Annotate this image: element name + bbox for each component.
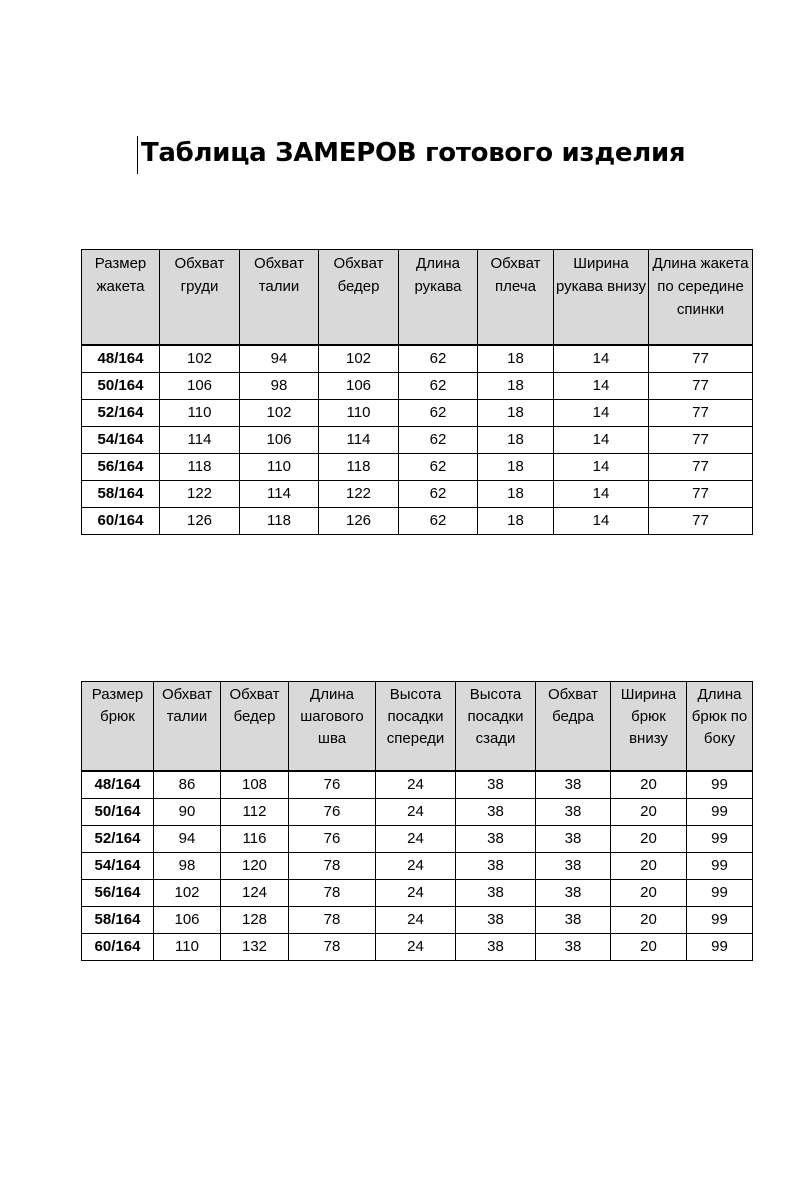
header-cell: Высота посадки сзади [456, 682, 536, 772]
value-cell: 24 [376, 880, 456, 907]
header-cell: Ширина рукава внизу [554, 250, 649, 346]
table-row [82, 427, 753, 454]
value-cell: 38 [456, 799, 536, 826]
value-cell: 98 [154, 853, 221, 880]
value-cell: 20 [611, 934, 687, 961]
value-cell: 20 [611, 771, 687, 799]
value-cell: 118 [240, 508, 319, 535]
value-cell: 14 [554, 454, 649, 481]
value-cell: 62 [399, 454, 478, 481]
value-cell: 122 [319, 481, 399, 508]
value-cell: 114 [240, 481, 319, 508]
value-cell: 118 [160, 454, 240, 481]
value-cell: 116 [221, 826, 289, 853]
value-cell: 99 [687, 799, 753, 826]
header-cell: Ширина брюк внизу [611, 682, 687, 772]
value-cell: 90 [154, 799, 221, 826]
value-cell: 78 [289, 880, 376, 907]
value-cell: 99 [687, 826, 753, 853]
value-cell: 99 [687, 853, 753, 880]
table-row [82, 771, 753, 799]
value-cell: 38 [536, 880, 611, 907]
value-cell: 99 [687, 771, 753, 799]
value-cell: 76 [289, 799, 376, 826]
table-row [82, 454, 753, 481]
value-cell: 38 [456, 880, 536, 907]
size-cell: 56/164 [82, 454, 160, 481]
table-header-row [82, 682, 753, 772]
value-cell: 76 [289, 771, 376, 799]
value-cell: 20 [611, 853, 687, 880]
table-row [82, 400, 753, 427]
value-cell: 62 [399, 373, 478, 400]
value-cell: 18 [478, 454, 554, 481]
value-cell: 62 [399, 345, 478, 373]
value-cell: 24 [376, 853, 456, 880]
value-cell: 94 [154, 826, 221, 853]
size-cell: 58/164 [82, 481, 160, 508]
size-cell: 48/164 [82, 771, 154, 799]
value-cell: 18 [478, 481, 554, 508]
header-cell: Размер брюк [82, 682, 154, 772]
value-cell: 18 [478, 427, 554, 454]
value-cell: 110 [160, 400, 240, 427]
value-cell: 38 [536, 934, 611, 961]
table-row [82, 799, 753, 826]
header-cell: Обхват бедер [319, 250, 399, 346]
value-cell: 20 [611, 826, 687, 853]
table-row [82, 373, 753, 400]
value-cell: 24 [376, 771, 456, 799]
value-cell: 118 [319, 454, 399, 481]
value-cell: 106 [154, 907, 221, 934]
header-cell: Обхват груди [160, 250, 240, 346]
value-cell: 102 [319, 345, 399, 373]
value-cell: 14 [554, 481, 649, 508]
value-cell: 38 [536, 799, 611, 826]
value-cell: 110 [319, 400, 399, 427]
trousers-measurements-table [81, 681, 753, 961]
header-cell: Обхват бедер [221, 682, 289, 772]
value-cell: 94 [240, 345, 319, 373]
header-cell: Обхват талии [154, 682, 221, 772]
value-cell: 14 [554, 373, 649, 400]
value-cell: 126 [160, 508, 240, 535]
table-header-row [82, 250, 753, 346]
value-cell: 77 [649, 508, 753, 535]
table-row [82, 345, 753, 373]
value-cell: 110 [240, 454, 319, 481]
text-cursor [137, 136, 138, 174]
header-cell: Длина жакета по середине спинки [649, 250, 753, 346]
value-cell: 124 [221, 880, 289, 907]
table-row [82, 907, 753, 934]
value-cell: 38 [456, 934, 536, 961]
value-cell: 38 [456, 771, 536, 799]
table-row [82, 853, 753, 880]
value-cell: 77 [649, 427, 753, 454]
value-cell: 114 [160, 427, 240, 454]
size-cell: 60/164 [82, 508, 160, 535]
header-cell: Длина брюк по боку [687, 682, 753, 772]
size-cell: 50/164 [82, 799, 154, 826]
size-cell: 48/164 [82, 345, 160, 373]
table-row [82, 508, 753, 535]
value-cell: 38 [456, 907, 536, 934]
value-cell: 106 [160, 373, 240, 400]
value-cell: 132 [221, 934, 289, 961]
value-cell: 24 [376, 799, 456, 826]
value-cell: 20 [611, 880, 687, 907]
value-cell: 62 [399, 481, 478, 508]
size-cell: 54/164 [82, 853, 154, 880]
value-cell: 99 [687, 934, 753, 961]
value-cell: 38 [456, 826, 536, 853]
value-cell: 102 [160, 345, 240, 373]
value-cell: 38 [536, 907, 611, 934]
value-cell: 78 [289, 907, 376, 934]
value-cell: 122 [160, 481, 240, 508]
jacket-measurements-table [81, 249, 753, 535]
table-row [82, 826, 753, 853]
value-cell: 77 [649, 400, 753, 427]
value-cell: 112 [221, 799, 289, 826]
value-cell: 76 [289, 826, 376, 853]
value-cell: 77 [649, 373, 753, 400]
jacket-table-body [82, 345, 753, 535]
value-cell: 77 [649, 345, 753, 373]
size-cell: 50/164 [82, 373, 160, 400]
value-cell: 114 [319, 427, 399, 454]
value-cell: 20 [611, 799, 687, 826]
value-cell: 78 [289, 853, 376, 880]
header-cell: Обхват плеча [478, 250, 554, 346]
value-cell: 62 [399, 427, 478, 454]
table-row [82, 481, 753, 508]
value-cell: 86 [154, 771, 221, 799]
header-cell: Обхват талии [240, 250, 319, 346]
value-cell: 24 [376, 934, 456, 961]
header-cell: Обхват бедра [536, 682, 611, 772]
value-cell: 24 [376, 826, 456, 853]
value-cell: 62 [399, 508, 478, 535]
value-cell: 78 [289, 934, 376, 961]
value-cell: 62 [399, 400, 478, 427]
value-cell: 14 [554, 508, 649, 535]
value-cell: 77 [649, 481, 753, 508]
size-cell: 52/164 [82, 826, 154, 853]
size-cell: 54/164 [82, 427, 160, 454]
header-cell: Высота посадки спереди [376, 682, 456, 772]
value-cell: 24 [376, 907, 456, 934]
size-cell: 56/164 [82, 880, 154, 907]
size-cell: 58/164 [82, 907, 154, 934]
size-cell: 52/164 [82, 400, 160, 427]
header-cell: Длина рукава [399, 250, 478, 346]
size-cell: 60/164 [82, 934, 154, 961]
value-cell: 14 [554, 427, 649, 454]
value-cell: 18 [478, 373, 554, 400]
value-cell: 110 [154, 934, 221, 961]
value-cell: 14 [554, 400, 649, 427]
value-cell: 128 [221, 907, 289, 934]
value-cell: 38 [536, 826, 611, 853]
value-cell: 14 [554, 345, 649, 373]
table-row [82, 880, 753, 907]
value-cell: 20 [611, 907, 687, 934]
value-cell: 38 [536, 853, 611, 880]
page-title: Таблица ЗАМЕРОВ готового изделия [141, 138, 686, 168]
header-cell: Размер жакета [82, 250, 160, 346]
value-cell: 106 [319, 373, 399, 400]
value-cell: 18 [478, 345, 554, 373]
value-cell: 108 [221, 771, 289, 799]
value-cell: 99 [687, 907, 753, 934]
value-cell: 102 [154, 880, 221, 907]
table-row [82, 934, 753, 961]
header-cell: Длина шагового шва [289, 682, 376, 772]
value-cell: 18 [478, 400, 554, 427]
value-cell: 120 [221, 853, 289, 880]
value-cell: 106 [240, 427, 319, 454]
value-cell: 77 [649, 454, 753, 481]
trousers-table-body [82, 771, 753, 961]
value-cell: 102 [240, 400, 319, 427]
value-cell: 38 [536, 771, 611, 799]
value-cell: 18 [478, 508, 554, 535]
value-cell: 126 [319, 508, 399, 535]
value-cell: 38 [456, 853, 536, 880]
value-cell: 98 [240, 373, 319, 400]
value-cell: 99 [687, 880, 753, 907]
